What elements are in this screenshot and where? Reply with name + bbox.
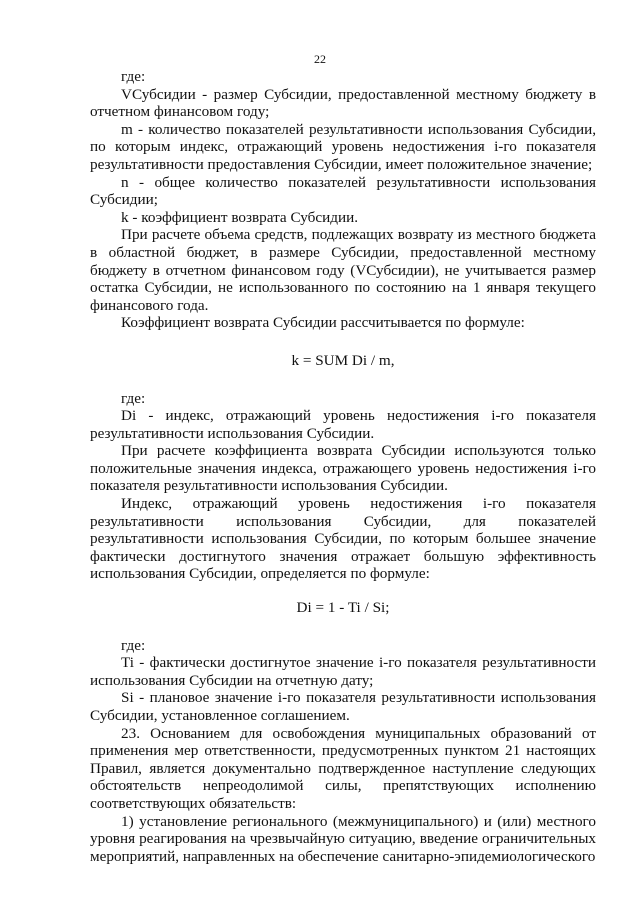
paragraph-where: где:: [121, 389, 146, 407]
formula-k: k = SUM Di / m,: [291, 351, 395, 369]
definition-m: m - количество показателей результативности использования Субсидии, по которым индекс, отражающий уровень недостижения i-го показателя результативности предоставления Субсидии, имеет положительное значение;: [90, 120, 596, 173]
formula-di: Di = 1 - Ti / Si;: [296, 599, 390, 617]
paragraph-where: где:: [121, 636, 146, 654]
paragraph-positive-values: При расчете коэффициента возврата Субсидии используются только положительные значения индекса, отражающего уровень недостижения i-го показателя результативности использования Субсидии.: [90, 442, 596, 495]
clause-23-item-1: 1) установление регионального (межмуниципального) и (или) местного уровня реагирования на чрезвычайную ситуацию, введение ограничительных мероприятий, направленных на обеспечение санитарно-эпидемиологического: [90, 812, 596, 865]
paragraph-return-volume: При расчете объема средств, подлежащих возврату из местного бюджета в областной бюджет, в размере Субсидии, предоставленной местному бюджету в отчетном финансовом году (VСубсидии), не учитывается размер остатка Субсидии, не использованного по состоянию на 1 января текущего финансового года.: [90, 226, 596, 314]
definition-k: k - коэффициент возврата Субсидии.: [121, 208, 358, 226]
definition-ti: Ti - фактически достигнутое значение i-го показателя результативности использования Субсидии на отчетную дату;: [90, 654, 596, 689]
page-body: [90, 68, 596, 865]
definition-si: Si - плановое значение i-го показателя результативности использования Субсидии, установленное соглашением.: [90, 689, 596, 724]
paragraph-formula-intro: Коэффициент возврата Субсидии рассчитывается по формуле:: [121, 314, 525, 332]
definition-n: n - общее количество показателей результативности использования Субсидии;: [90, 173, 596, 209]
paragraph-index-definition: Индекс, отражающий уровень недостижения i-го показателя результативности использования Субсидии, для показателей результативности использования Субсидии, по которым большее значение фактически достигнутого значения отражает большую эффективность использования Субсидии, определяется по формуле:: [90, 495, 596, 583]
definition-di: Di - индекс, отражающий уровень недостижения i-го показателя результативности использования Субсидии.: [90, 407, 596, 442]
definition-vsubsidy: VСубсидии - размер Субсидии, предоставленной местному бюджету в отчетном финансовом году;: [90, 85, 596, 121]
paragraph-where: где:: [121, 68, 146, 85]
page-number: 22: [314, 52, 326, 66]
clause-23: 23. Основанием для освобождения муниципальных образований от применения мер ответственности, предусмотренных пунктом 21 настоящих Правил, является документально подтвержденное наступление следующих обстоятельств непреодолимой силы, препятствующих исполнению соответствующих обязательств:: [90, 724, 596, 812]
